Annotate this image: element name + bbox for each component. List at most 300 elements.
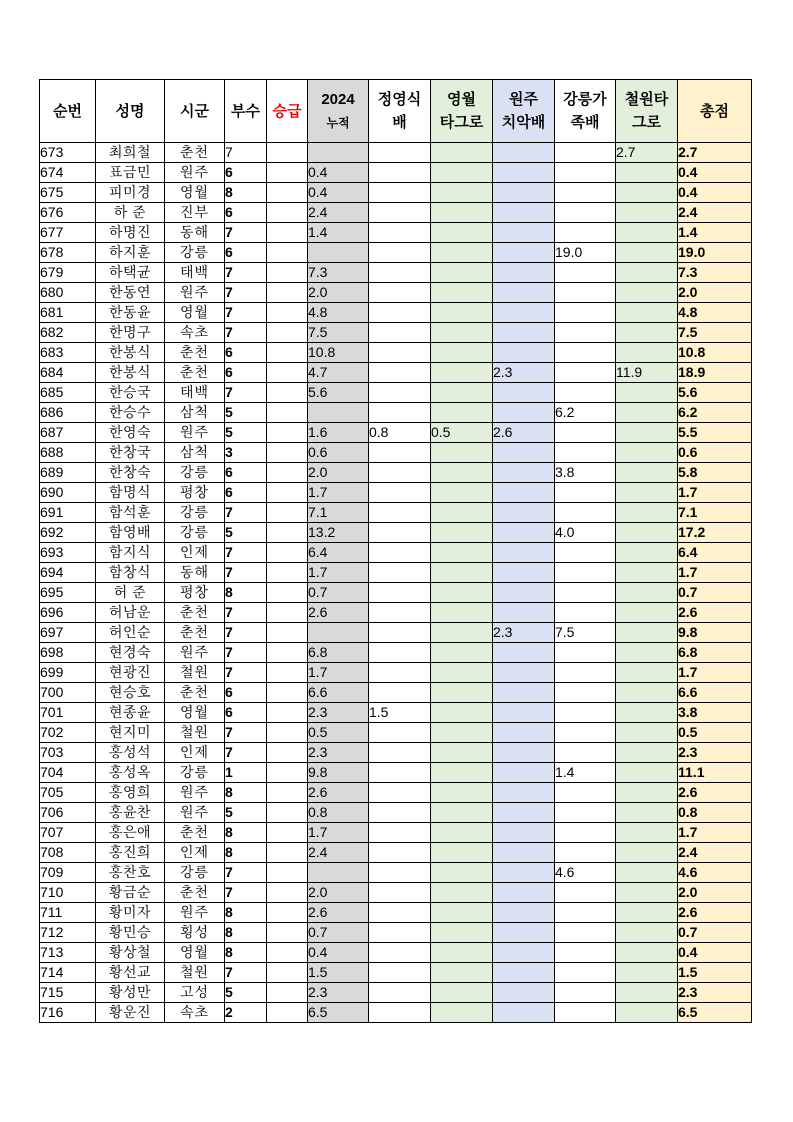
cell-no: 676 — [40, 203, 96, 223]
cell-wonju — [493, 463, 555, 483]
cell-name: 현승호 — [96, 683, 165, 703]
cell-no: 678 — [40, 243, 96, 263]
cell-city: 횡성 — [165, 923, 225, 943]
table-row — [40, 443, 752, 463]
cell-promo — [267, 783, 308, 803]
cell-yeongwol — [431, 963, 493, 983]
cell-bu: 6 — [225, 463, 267, 483]
cell-bu: 7 — [225, 623, 267, 643]
cell-wonju — [493, 383, 555, 403]
cell-gangneung — [555, 1003, 616, 1023]
cell-total: 5.5 — [678, 423, 752, 443]
cell-name: 최희철 — [96, 143, 165, 163]
cell-2024: 2.0 — [308, 283, 369, 303]
cell-gangneung — [555, 883, 616, 903]
cell-2024: 4.8 — [308, 303, 369, 323]
cell-2024: 2.4 — [308, 843, 369, 863]
cell-2024: 0.8 — [308, 803, 369, 823]
cell-bu: 6 — [225, 243, 267, 263]
cell-jeongyoungsik — [369, 1003, 431, 1023]
cell-no: 688 — [40, 443, 96, 463]
cell-city: 속초 — [165, 323, 225, 343]
cell-bu: 8 — [225, 783, 267, 803]
cell-2024: 2.3 — [308, 983, 369, 1003]
cell-2024: 6.4 — [308, 543, 369, 563]
cell-total: 9.8 — [678, 623, 752, 643]
cell-name: 함지식 — [96, 543, 165, 563]
cell-total: 6.2 — [678, 403, 752, 423]
cell-gangneung — [555, 563, 616, 583]
cell-city: 삼척 — [165, 443, 225, 463]
cell-yeongwol — [431, 623, 493, 643]
cell-promo — [267, 663, 308, 683]
cell-gangneung — [555, 643, 616, 663]
table-row — [40, 223, 752, 243]
cell-city: 진부 — [165, 203, 225, 223]
cell-promo — [267, 843, 308, 863]
cell-city: 태백 — [165, 383, 225, 403]
cell-no: 713 — [40, 943, 96, 963]
cell-promo — [267, 503, 308, 523]
cell-2024: 2.6 — [308, 903, 369, 923]
cell-bu: 5 — [225, 403, 267, 423]
col-header-city: 시군 — [165, 80, 225, 143]
cell-wonju: 2.6 — [493, 423, 555, 443]
cell-name: 홍영희 — [96, 783, 165, 803]
cell-gangneung: 7.5 — [555, 623, 616, 643]
cell-no: 689 — [40, 463, 96, 483]
cell-2024: 0.4 — [308, 943, 369, 963]
cell-yeongwol — [431, 903, 493, 923]
cell-no: 692 — [40, 523, 96, 543]
cell-gangneung — [555, 963, 616, 983]
cell-jeongyoungsik — [369, 403, 431, 423]
cell-promo — [267, 603, 308, 623]
cell-no: 685 — [40, 383, 96, 403]
cell-jeongyoungsik — [369, 243, 431, 263]
cell-jeongyoungsik — [369, 803, 431, 823]
cell-cheorwon — [616, 323, 678, 343]
cell-gangneung — [555, 783, 616, 803]
cell-jeongyoungsik — [369, 743, 431, 763]
cell-no: 714 — [40, 963, 96, 983]
cell-promo — [267, 523, 308, 543]
cell-wonju — [493, 183, 555, 203]
cell-promo — [267, 223, 308, 243]
cell-jeongyoungsik — [369, 923, 431, 943]
cell-total: 10.8 — [678, 343, 752, 363]
cell-total: 2.6 — [678, 783, 752, 803]
cell-city: 강릉 — [165, 463, 225, 483]
cell-gangneung — [555, 443, 616, 463]
cell-total: 2.6 — [678, 603, 752, 623]
cell-no: 680 — [40, 283, 96, 303]
cell-name: 홍은애 — [96, 823, 165, 843]
cell-2024: 7.5 — [308, 323, 369, 343]
table-row — [40, 243, 752, 263]
cell-2024: 2.0 — [308, 463, 369, 483]
cell-wonju — [493, 803, 555, 823]
cell-wonju — [493, 483, 555, 503]
cell-bu: 5 — [225, 423, 267, 443]
cell-no: 693 — [40, 543, 96, 563]
col-header-no: 순번 — [40, 80, 96, 143]
table-row — [40, 303, 752, 323]
cell-jeongyoungsik — [369, 863, 431, 883]
cell-no: 675 — [40, 183, 96, 203]
cell-jeongyoungsik: 1.5 — [369, 703, 431, 723]
cell-no: 705 — [40, 783, 96, 803]
ranking-table — [39, 79, 752, 1023]
cell-yeongwol — [431, 923, 493, 943]
cell-total: 7.5 — [678, 323, 752, 343]
cell-total: 2.3 — [678, 743, 752, 763]
cell-jeongyoungsik — [369, 663, 431, 683]
cell-city: 원주 — [165, 803, 225, 823]
cell-wonju — [493, 963, 555, 983]
cell-total: 0.8 — [678, 803, 752, 823]
cell-bu: 6 — [225, 483, 267, 503]
cell-bu: 8 — [225, 583, 267, 603]
cell-city: 인제 — [165, 543, 225, 563]
cell-jeongyoungsik — [369, 543, 431, 563]
cell-yeongwol — [431, 363, 493, 383]
cell-bu: 1 — [225, 763, 267, 783]
cell-bu: 8 — [225, 823, 267, 843]
cell-name: 표금민 — [96, 163, 165, 183]
cell-city: 원주 — [165, 783, 225, 803]
cell-gangneung — [555, 603, 616, 623]
cell-total: 6.5 — [678, 1003, 752, 1023]
cell-name: 홍성옥 — [96, 763, 165, 783]
col-header-wonju: 원주 치악배 — [493, 80, 555, 143]
cell-yeongwol — [431, 983, 493, 1003]
cell-gangneung: 3.8 — [555, 463, 616, 483]
table-row — [40, 603, 752, 623]
cell-2024: 2.6 — [308, 783, 369, 803]
cell-jeongyoungsik — [369, 563, 431, 583]
cell-total: 6.4 — [678, 543, 752, 563]
cell-promo — [267, 363, 308, 383]
cell-bu: 7 — [225, 503, 267, 523]
cell-name: 황성만 — [96, 983, 165, 1003]
cell-name: 현지미 — [96, 723, 165, 743]
cell-jeongyoungsik — [369, 623, 431, 643]
cell-promo — [267, 323, 308, 343]
table-row — [40, 183, 752, 203]
cell-no: 704 — [40, 763, 96, 783]
cell-promo — [267, 943, 308, 963]
cell-cheorwon — [616, 783, 678, 803]
cell-name: 홍성석 — [96, 743, 165, 763]
cell-no: 681 — [40, 303, 96, 323]
cell-jeongyoungsik — [369, 643, 431, 663]
cell-city: 강릉 — [165, 243, 225, 263]
cell-total: 0.4 — [678, 943, 752, 963]
cell-2024: 1.5 — [308, 963, 369, 983]
cell-2024: 6.8 — [308, 643, 369, 663]
cell-yeongwol — [431, 763, 493, 783]
cell-gangneung — [555, 743, 616, 763]
cell-yeongwol — [431, 203, 493, 223]
cell-wonju: 2.3 — [493, 623, 555, 643]
cell-total: 1.7 — [678, 483, 752, 503]
cell-wonju — [493, 223, 555, 243]
table-row — [40, 803, 752, 823]
cell-jeongyoungsik — [369, 323, 431, 343]
cell-no: 674 — [40, 163, 96, 183]
cell-city: 원주 — [165, 423, 225, 443]
cell-jeongyoungsik — [369, 223, 431, 243]
cell-name: 하명진 — [96, 223, 165, 243]
cell-gangneung — [555, 363, 616, 383]
cell-wonju — [493, 883, 555, 903]
cell-gangneung — [555, 583, 616, 603]
col-header-jeongyoungsik: 정영식 배 — [369, 80, 431, 143]
cell-gangneung: 19.0 — [555, 243, 616, 263]
cell-total: 1.7 — [678, 663, 752, 683]
cell-city: 속초 — [165, 1003, 225, 1023]
cell-cheorwon — [616, 443, 678, 463]
cell-cheorwon — [616, 283, 678, 303]
cell-city: 철원 — [165, 963, 225, 983]
cell-yeongwol — [431, 303, 493, 323]
cell-total: 1.4 — [678, 223, 752, 243]
cell-jeongyoungsik — [369, 203, 431, 223]
cell-name: 하지훈 — [96, 243, 165, 263]
cell-wonju — [493, 703, 555, 723]
cell-gangneung — [555, 263, 616, 283]
cell-name: 홍찬호 — [96, 863, 165, 883]
cell-cheorwon — [616, 623, 678, 643]
cell-total: 2.0 — [678, 283, 752, 303]
table-row — [40, 463, 752, 483]
cell-2024: 0.7 — [308, 923, 369, 943]
cell-no: 673 — [40, 143, 96, 163]
cell-city: 영월 — [165, 703, 225, 723]
cell-wonju — [493, 303, 555, 323]
cell-2024: 1.7 — [308, 823, 369, 843]
cell-total: 11.1 — [678, 763, 752, 783]
cell-promo — [267, 583, 308, 603]
cell-bu: 8 — [225, 843, 267, 863]
cell-name: 한명구 — [96, 323, 165, 343]
cell-cheorwon — [616, 703, 678, 723]
cell-cheorwon — [616, 183, 678, 203]
table-row — [40, 683, 752, 703]
cell-no: 687 — [40, 423, 96, 443]
cell-jeongyoungsik — [369, 343, 431, 363]
cell-jeongyoungsik — [369, 583, 431, 603]
cell-bu: 7 — [225, 863, 267, 883]
cell-no: 677 — [40, 223, 96, 243]
cell-cheorwon — [616, 563, 678, 583]
cell-bu: 5 — [225, 803, 267, 823]
cell-bu: 7 — [225, 223, 267, 243]
cell-yeongwol — [431, 563, 493, 583]
cell-promo — [267, 643, 308, 663]
cell-bu: 7 — [225, 323, 267, 343]
cell-promo — [267, 463, 308, 483]
cell-2024: 0.5 — [308, 723, 369, 743]
cell-name: 함창식 — [96, 563, 165, 583]
cell-yeongwol — [431, 243, 493, 263]
cell-promo — [267, 263, 308, 283]
cell-city: 춘천 — [165, 363, 225, 383]
cell-yeongwol — [431, 783, 493, 803]
cell-jeongyoungsik: 0.8 — [369, 423, 431, 443]
cell-yeongwol — [431, 143, 493, 163]
cell-yeongwol — [431, 323, 493, 343]
cell-jeongyoungsik — [369, 183, 431, 203]
cell-cheorwon — [616, 223, 678, 243]
cell-total: 2.4 — [678, 843, 752, 863]
cell-promo — [267, 563, 308, 583]
cell-city: 춘천 — [165, 143, 225, 163]
cell-wonju — [493, 503, 555, 523]
cell-name: 한봉식 — [96, 343, 165, 363]
cell-yeongwol — [431, 743, 493, 763]
cell-no: 682 — [40, 323, 96, 343]
cell-2024: 6.6 — [308, 683, 369, 703]
cell-city: 평창 — [165, 483, 225, 503]
cell-name: 황금순 — [96, 883, 165, 903]
cell-wonju — [493, 903, 555, 923]
cell-2024: 2.4 — [308, 203, 369, 223]
cell-name: 한동연 — [96, 283, 165, 303]
cell-bu: 8 — [225, 923, 267, 943]
table-row — [40, 723, 752, 743]
table-row — [40, 843, 752, 863]
cell-cheorwon — [616, 943, 678, 963]
cell-name: 현종윤 — [96, 703, 165, 723]
cell-yeongwol — [431, 583, 493, 603]
cell-total: 7.3 — [678, 263, 752, 283]
cell-gangneung — [555, 223, 616, 243]
cell-total: 1.5 — [678, 963, 752, 983]
cell-no: 715 — [40, 983, 96, 1003]
cell-cheorwon — [616, 683, 678, 703]
cell-total: 0.6 — [678, 443, 752, 463]
cell-name: 황미자 — [96, 903, 165, 923]
cell-bu: 3 — [225, 443, 267, 463]
cell-2024 — [308, 243, 369, 263]
cell-cheorwon — [616, 543, 678, 563]
cell-cheorwon — [616, 863, 678, 883]
cell-bu: 7 — [225, 963, 267, 983]
cell-cheorwon — [616, 163, 678, 183]
cell-2024: 1.6 — [308, 423, 369, 443]
cell-total: 6.8 — [678, 643, 752, 663]
table-row — [40, 523, 752, 543]
cell-jeongyoungsik — [369, 943, 431, 963]
cell-total: 5.8 — [678, 463, 752, 483]
cell-bu: 7 — [225, 283, 267, 303]
cell-jeongyoungsik — [369, 303, 431, 323]
cell-no: 700 — [40, 683, 96, 703]
cell-cheorwon — [616, 403, 678, 423]
cell-gangneung — [555, 163, 616, 183]
cell-city: 원주 — [165, 163, 225, 183]
table-row — [40, 423, 752, 443]
cell-total: 0.7 — [678, 923, 752, 943]
col-header-2024: 2024 누적 — [308, 80, 369, 143]
cell-city: 철원 — [165, 723, 225, 743]
cell-gangneung — [555, 823, 616, 843]
cell-name: 한영숙 — [96, 423, 165, 443]
cell-cheorwon — [616, 743, 678, 763]
cell-jeongyoungsik — [369, 603, 431, 623]
cell-name: 현경숙 — [96, 643, 165, 663]
cell-total: 2.7 — [678, 143, 752, 163]
cell-jeongyoungsik — [369, 463, 431, 483]
cell-cheorwon — [616, 983, 678, 1003]
cell-wonju — [493, 1003, 555, 1023]
cell-gangneung — [555, 503, 616, 523]
cell-yeongwol — [431, 523, 493, 543]
cell-wonju — [493, 163, 555, 183]
table-row — [40, 623, 752, 643]
cell-name: 허인순 — [96, 623, 165, 643]
cell-yeongwol — [431, 823, 493, 843]
cell-yeongwol — [431, 843, 493, 863]
cell-cheorwon — [616, 663, 678, 683]
cell-cheorwon — [616, 203, 678, 223]
cell-2024: 0.4 — [308, 183, 369, 203]
cell-wonju — [493, 823, 555, 843]
cell-total: 1.7 — [678, 563, 752, 583]
cell-wonju — [493, 723, 555, 743]
cell-total: 17.2 — [678, 523, 752, 543]
cell-cheorwon — [616, 583, 678, 603]
cell-yeongwol — [431, 403, 493, 423]
cell-city: 고성 — [165, 983, 225, 1003]
cell-cheorwon — [616, 523, 678, 543]
cell-gangneung — [555, 423, 616, 443]
cell-wonju — [493, 323, 555, 343]
cell-2024: 7.1 — [308, 503, 369, 523]
cell-jeongyoungsik — [369, 763, 431, 783]
cell-no: 679 — [40, 263, 96, 283]
cell-jeongyoungsik — [369, 443, 431, 463]
cell-promo — [267, 163, 308, 183]
cell-city: 춘천 — [165, 683, 225, 703]
cell-yeongwol — [431, 703, 493, 723]
cell-gangneung — [555, 303, 616, 323]
cell-2024: 0.4 — [308, 163, 369, 183]
cell-no: 711 — [40, 903, 96, 923]
cell-city: 원주 — [165, 283, 225, 303]
cell-cheorwon — [616, 303, 678, 323]
cell-2024 — [308, 143, 369, 163]
cell-name: 홍진희 — [96, 843, 165, 863]
cell-2024: 0.6 — [308, 443, 369, 463]
cell-name: 황민승 — [96, 923, 165, 943]
cell-bu: 7 — [225, 143, 267, 163]
cell-cheorwon — [616, 1003, 678, 1023]
cell-gangneung — [555, 903, 616, 923]
cell-city: 동해 — [165, 563, 225, 583]
table-row — [40, 143, 752, 163]
cell-gangneung — [555, 143, 616, 163]
cell-jeongyoungsik — [369, 143, 431, 163]
cell-wonju — [493, 783, 555, 803]
cell-city: 동해 — [165, 223, 225, 243]
cell-gangneung — [555, 283, 616, 303]
cell-promo — [267, 923, 308, 943]
table-row — [40, 963, 752, 983]
cell-jeongyoungsik — [369, 263, 431, 283]
